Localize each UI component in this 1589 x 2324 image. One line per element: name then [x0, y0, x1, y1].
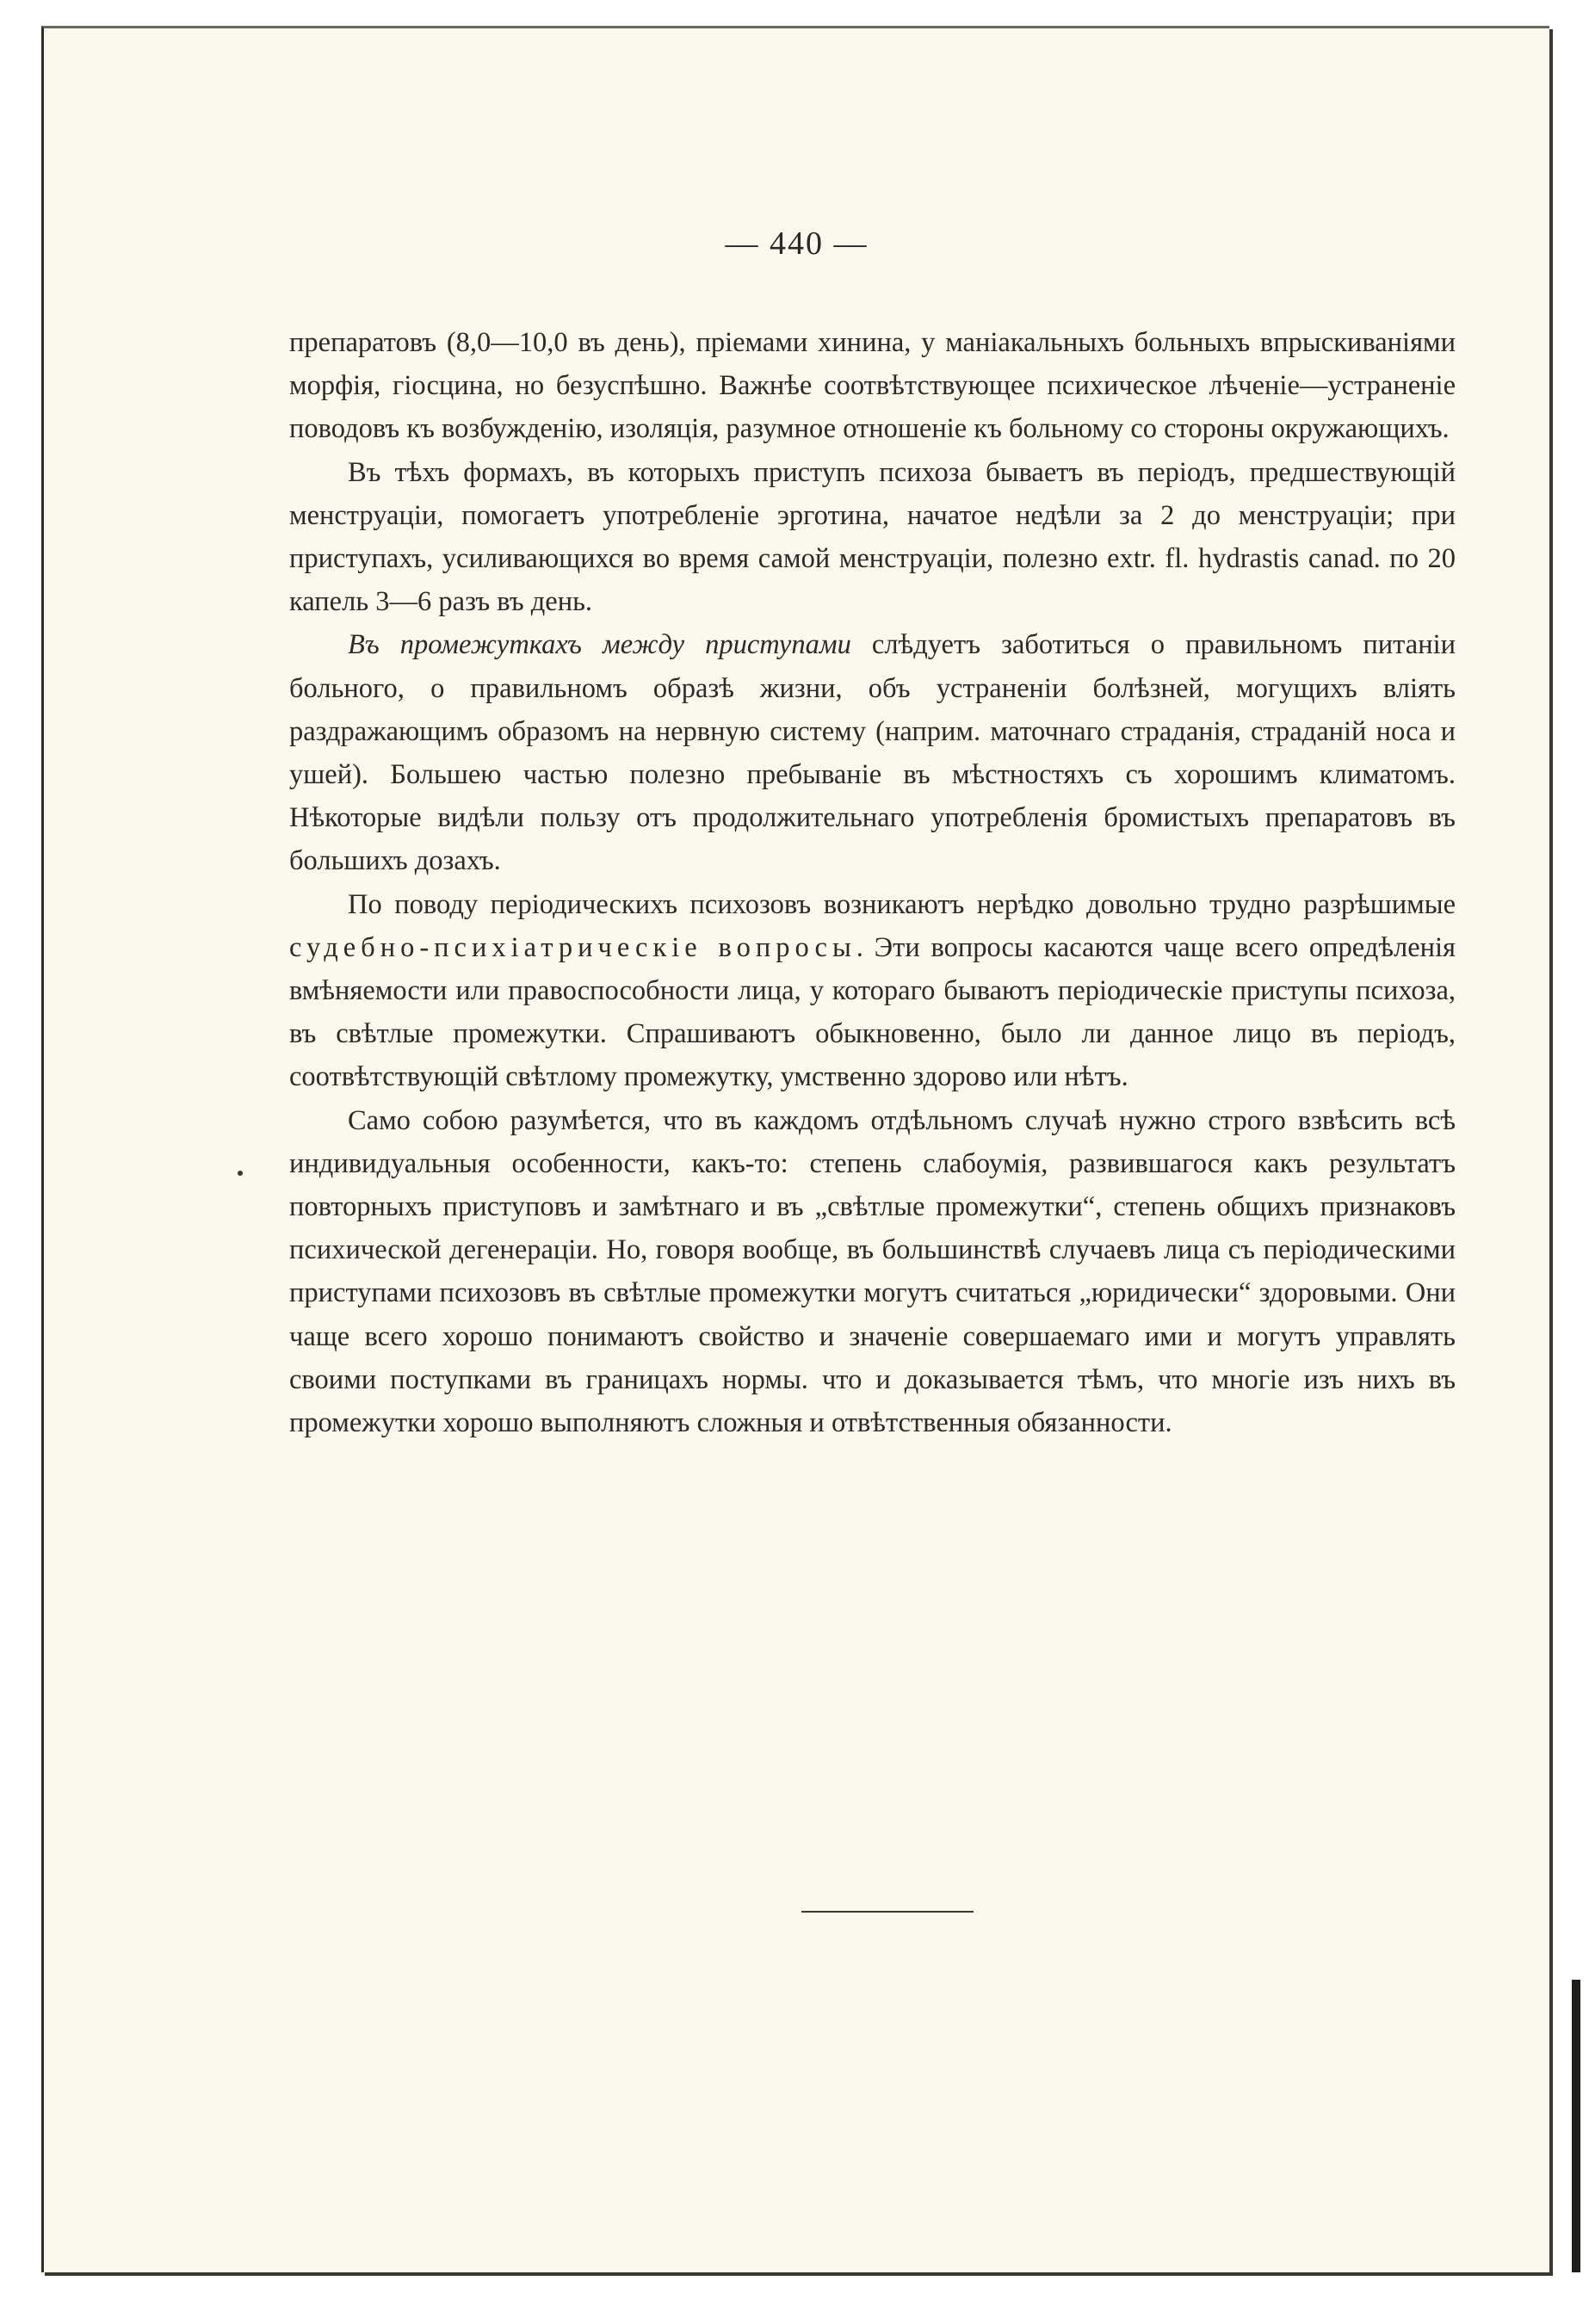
spaced-emphasis-phrase: судебно-психіатрическіе вопросы — [289, 931, 856, 963]
paragraph-treatment — [289, 321, 1456, 451]
page-number: — 440 — — [725, 226, 869, 262]
paragraph-text: слѣдуетъ заботиться о правильномъ питаніи больного, о правильномъ образѣ жизни, объ устраненіи болѣзней, могущихъ вліять раздражающимъ образомъ на нервную систему (наприм. маточнаго страданія, страданій носа и ушей). Большею частью полезно пребываніе въ мѣстностяхъ съ хорошимъ климатомъ. Нѣкоторые видѣли пользу отъ продолжительнаго употребленія бромистыхъ препаратовъ въ большихъ дозахъ. — [289, 629, 1456, 877]
margin-mark — [238, 1171, 243, 1176]
body-text — [289, 321, 1456, 1444]
scan-edge-bar — [1572, 1980, 1580, 2272]
paragraph-text-before: По поводу періодическихъ психозовъ возникаютъ нерѣдко довольно трудно разрѣшимые — [348, 888, 1456, 920]
book-page — [41, 26, 1549, 2272]
paragraph-text: Само собою разумѣется, что въ каждомъ отдѣльномъ случаѣ нужно строго взвѣсить всѣ индивидуальныя особенности, какъ-то: степень слабоумія, развившагося какъ результатъ повторныхъ приступовъ и замѣтнаго и въ „свѣтлые промежутки“, степень общихъ признаковъ психической дегенераціи. Но, говоря вообще, въ большинствѣ случаевъ лица съ періодическими приступами психозовъ въ свѣтлые промежутки могутъ считаться „юридически“ здоровыми. Они чаще всего хорошо понимаютъ свойство и значеніе совершаемаго ими и могутъ управлять своими поступками въ границахъ нормы. что и доказывается тѣмъ, что многіе изъ нихъ въ промежутки хорошо выполняютъ сложныя и отвѣтственныя обязанности. — [289, 1104, 1456, 1439]
paragraph-conclusion — [289, 1099, 1456, 1445]
paragraph-text: Въ тѣхъ формахъ, въ которыхъ приступъ психоза бываетъ въ періодъ, предшествующій менструаціи, помогаетъ употребленіе эрготина, начатое недѣли за 2 до менструаціи; при приступахъ, усиливающихся во время самой менструаціи, полезно extr. fl. hydrastis canad. по 20 капель 3—6 разъ въ день. — [289, 456, 1456, 618]
italic-lead-phrase: Въ промежуткахъ между приступами — [348, 629, 851, 661]
paragraph-forensic — [289, 883, 1456, 1099]
paragraph-menstrual-forms — [289, 451, 1456, 624]
paragraph-text-after: . Эти вопросы касаются чаще всего опредѣленія вмѣняемости или правоспособности лица, у котораго бываютъ періодическіе приступы психоза, въ свѣтлые промежутки. Спрашиваютъ обыкновенно, было ли данное лицо въ періодъ, соотвѣтствующій свѣтлому промежутку, умственно здорово или нѣтъ. — [289, 931, 1456, 1093]
section-end-rule — [801, 1911, 974, 1913]
paragraph-text: препаратовъ (8,0—10,0 въ день), пріемами хинина, у маніакальныхъ больныхъ впрыскиваніями морфія, гіосцина, но безуспѣшно. Важнѣе соотвѣтствующее психическое лѣченіе—устраненіе поводовъ къ возбужденію, изоляція, разумное отношеніе къ больному со стороны окружающихъ. — [289, 327, 1456, 445]
paragraph-intervals — [289, 623, 1456, 882]
